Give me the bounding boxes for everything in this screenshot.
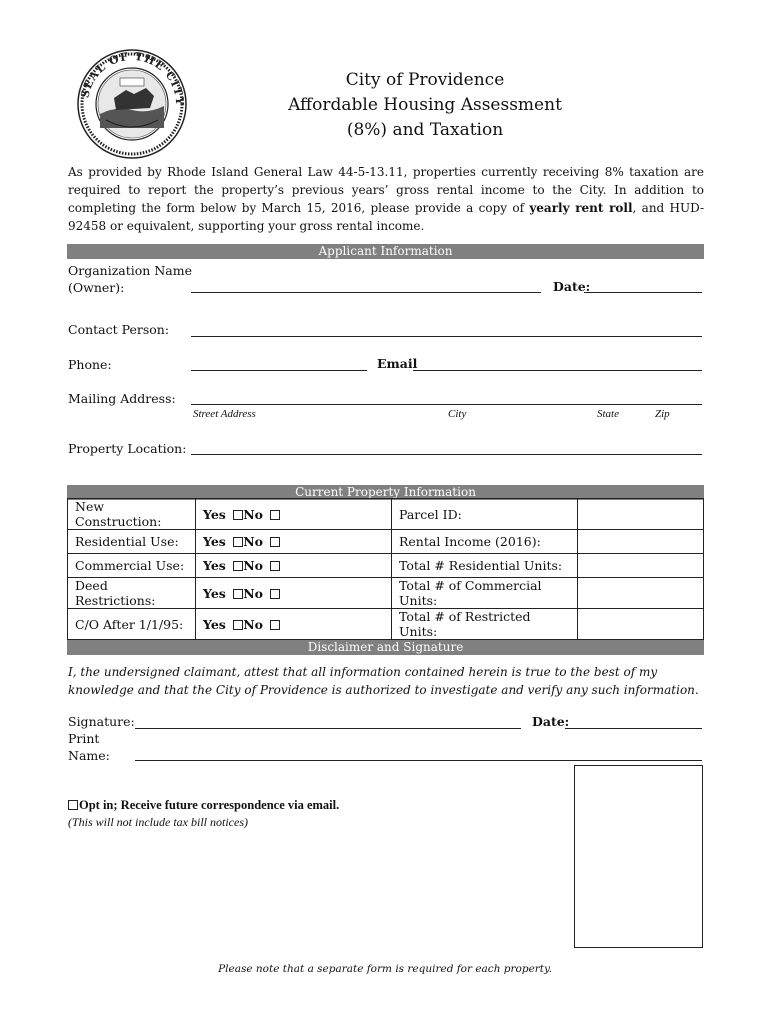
no-text: No bbox=[243, 585, 263, 601]
mailing-address-field[interactable] bbox=[191, 404, 702, 405]
value-cell[interactable] bbox=[578, 578, 704, 609]
attachment-box[interactable] bbox=[574, 765, 703, 948]
table-row bbox=[68, 530, 704, 554]
value-cell[interactable] bbox=[578, 530, 704, 554]
no-checkbox[interactable] bbox=[270, 510, 280, 520]
contact-person-label: Contact Person: bbox=[68, 322, 170, 337]
row-label: Commercial Use: bbox=[68, 554, 196, 578]
property-section-header: Current Property Information bbox=[67, 485, 704, 500]
row-label: Residential Use: bbox=[68, 530, 196, 554]
signature-label: Signature: bbox=[68, 714, 135, 729]
row-label-right: Total # Residential Units: bbox=[392, 554, 578, 578]
value-cell[interactable] bbox=[578, 554, 704, 578]
table-row bbox=[68, 578, 704, 609]
row-label: Deed Restrictions: bbox=[68, 578, 196, 609]
yes-text: Yes bbox=[203, 558, 226, 573]
no-text: No bbox=[243, 534, 263, 549]
no-checkbox[interactable] bbox=[270, 620, 280, 630]
signature-field[interactable] bbox=[135, 728, 521, 729]
property-location-field[interactable] bbox=[191, 454, 702, 455]
opt-in-checkbox[interactable] bbox=[68, 800, 78, 810]
property-table bbox=[67, 498, 704, 640]
seal-text: SEAL OF THE CITY bbox=[78, 49, 187, 107]
row-label-right: Total # of Commercial Units: bbox=[392, 578, 578, 609]
street-address-caption: Street Address bbox=[193, 408, 256, 420]
yes-checkbox[interactable] bbox=[233, 537, 243, 547]
page-title bbox=[250, 68, 600, 143]
signature-date-field[interactable] bbox=[565, 728, 702, 729]
disclaimer-section-header: Disclaimer and Signature bbox=[67, 640, 704, 655]
city-caption: City bbox=[448, 408, 467, 420]
print-label: Print bbox=[68, 731, 100, 746]
yes-no-cell bbox=[196, 609, 392, 640]
applicant-date-field[interactable] bbox=[584, 292, 702, 293]
yes-checkbox[interactable] bbox=[233, 510, 243, 520]
signature-date-label: Date: bbox=[532, 714, 570, 729]
print-name-field[interactable] bbox=[135, 760, 702, 761]
yes-no-cell bbox=[196, 499, 392, 530]
value-cell[interactable] bbox=[578, 609, 704, 640]
email-field[interactable] bbox=[413, 370, 702, 371]
value-cell[interactable] bbox=[578, 499, 704, 530]
yes-checkbox[interactable] bbox=[233, 589, 243, 599]
yes-text: Yes bbox=[203, 616, 226, 632]
row-label: C/O After 1/1/95: bbox=[68, 609, 196, 640]
no-checkbox[interactable] bbox=[270, 589, 280, 599]
applicant-date-label: Date: bbox=[553, 279, 591, 294]
row-label: New Construction: bbox=[68, 499, 196, 530]
title-line-2: Affordable Housing Assessment bbox=[288, 95, 562, 115]
yes-text: Yes bbox=[203, 585, 226, 601]
applicant-section-header: Applicant Information bbox=[67, 244, 704, 259]
title-line-3: (8%) and Taxation bbox=[346, 120, 504, 140]
row-label-right: Rental Income (2016): bbox=[392, 530, 578, 554]
yes-checkbox[interactable] bbox=[233, 561, 243, 571]
table-row bbox=[68, 554, 704, 578]
org-name-label-line2: (Owner): bbox=[68, 280, 125, 295]
zip-caption: Zip bbox=[655, 408, 670, 420]
intro-paragraph bbox=[68, 163, 704, 235]
yes-text: Yes bbox=[203, 506, 226, 522]
yes-no-cell bbox=[196, 530, 392, 554]
no-text: No bbox=[243, 558, 263, 573]
org-name-label-line1: Organization Name bbox=[68, 263, 192, 278]
no-checkbox[interactable] bbox=[270, 561, 280, 571]
opt-in-row bbox=[68, 798, 339, 813]
no-checkbox[interactable] bbox=[270, 537, 280, 547]
intro-text-before: As provided by Rhode Island General Law 44-5-13.11, properties currently receiving 8% taxation are required to report the property’s previous years’ gross rental income to the City. In addition to completing the form below by March 15, 2016, please provide a copy of bbox=[68, 165, 704, 215]
contact-person-field[interactable] bbox=[191, 336, 702, 337]
email-label: Email bbox=[377, 356, 418, 371]
title-line-1: City of Providence bbox=[345, 70, 505, 90]
org-name-field[interactable] bbox=[191, 292, 541, 293]
yes-checkbox[interactable] bbox=[233, 620, 243, 630]
state-caption: State bbox=[597, 408, 619, 420]
city-seal bbox=[76, 48, 188, 160]
footer-note: Please note that a separate form is required for each property. bbox=[218, 963, 552, 975]
table-row bbox=[68, 499, 704, 530]
property-location-label: Property Location: bbox=[68, 441, 187, 456]
mailing-address-label: Mailing Address: bbox=[68, 391, 176, 406]
table-row bbox=[68, 609, 704, 640]
yes-text: Yes bbox=[203, 534, 226, 549]
phone-field[interactable] bbox=[191, 370, 367, 371]
row-label-right: Total # of Restricted Units: bbox=[392, 609, 578, 640]
opt-in-label: Opt in; Receive future correspondence via email. bbox=[79, 798, 340, 812]
name-label: Name: bbox=[68, 748, 110, 763]
disclaimer-text: I, the undersigned claimant, attest that all information contained herein is true to the best of my knowledge and that the City of Providence is authorized to investigate and verify any such information. bbox=[68, 665, 699, 697]
row-label-right: Parcel ID: bbox=[392, 499, 578, 530]
intro-text-after: , and HUD-92458 or equivalent, supporting your gross rental income. bbox=[68, 201, 705, 233]
yes-no-cell bbox=[196, 554, 392, 578]
no-text: No bbox=[243, 506, 263, 522]
org-name-label bbox=[68, 262, 192, 296]
intro-bold-text: yearly rent roll bbox=[529, 201, 633, 215]
opt-in-note: (This will not include tax bill notices) bbox=[68, 815, 248, 829]
yes-no-cell bbox=[196, 578, 392, 609]
phone-label: Phone: bbox=[68, 357, 112, 372]
no-text: No bbox=[243, 616, 263, 632]
